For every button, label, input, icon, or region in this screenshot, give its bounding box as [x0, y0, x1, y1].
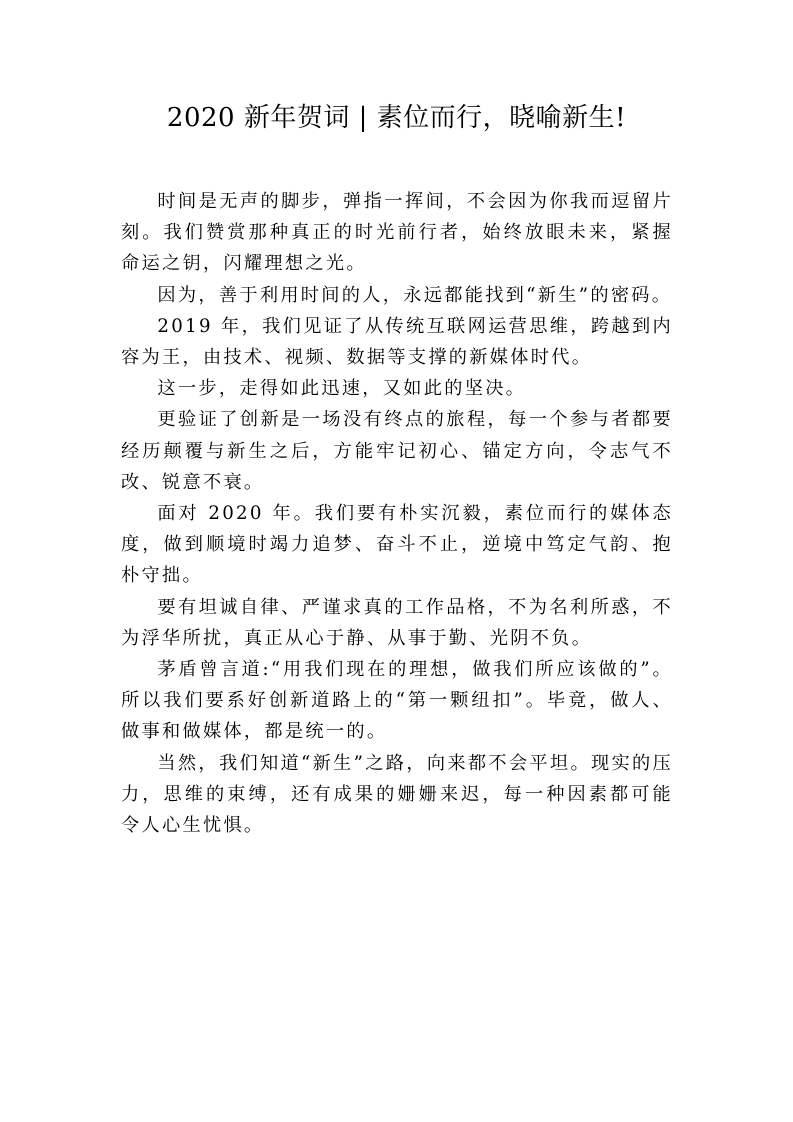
paragraph: 因为，善于利用时间的人，永远都能找到“新生”的密码。: [157, 284, 673, 306]
document-title: 2020 新年贺词 | 素位而行，晓喻新生!: [166, 103, 627, 133]
paragraph: 这一步，走得如此迅速，又如此的坚决。: [157, 378, 527, 400]
paragraph: 要有坦诚自律、严谨求真的工作品格，不为名利所惑，不为浮华所扰，真正从心于静、从事于勤、光阴不负。: [121, 596, 673, 649]
document-body: [121, 186, 673, 841]
paragraph: 当然，我们知道“新生”之路，向来都不会平坦。现实的压力，思维的束缚，还有成果的姗姗来迟，每一种因素都可能令人心生忧惧。: [121, 752, 673, 837]
paragraph: 面对 2020 年。我们要有朴实沉毅，素位而行的媒体态度，做到顺境时竭力追梦、奋斗不止，逆境中笃定气韵、抱朴守拙。: [121, 503, 673, 587]
paragraph: 更验证了创新是一场没有终点的旅程，每一个参与者都要经历颠覆与新生之后，方能牢记初心、锚定方向，令志气不改、锐意不衰。: [121, 409, 673, 493]
paragraph: 茅盾曾言道:“用我们现在的理想，做我们所应该做的”。所以我们要系好创新道路上的“第一颗纽扣”。毕竟，做人、做事和做媒体，都是统一的。: [121, 659, 673, 743]
paragraph: 2019 年，我们见证了从传统互联网运营思维，跨越到内容为王，由技术、视频、数据等支撑的新媒体时代。: [121, 315, 673, 369]
paragraph: 时间是无声的脚步，弹指一挥间，不会因为你我而逗留片刻。我们赞赏那种真正的时光前行者，始终放眼未来，紧握命运之钥，闪耀理想之光。: [121, 191, 673, 275]
